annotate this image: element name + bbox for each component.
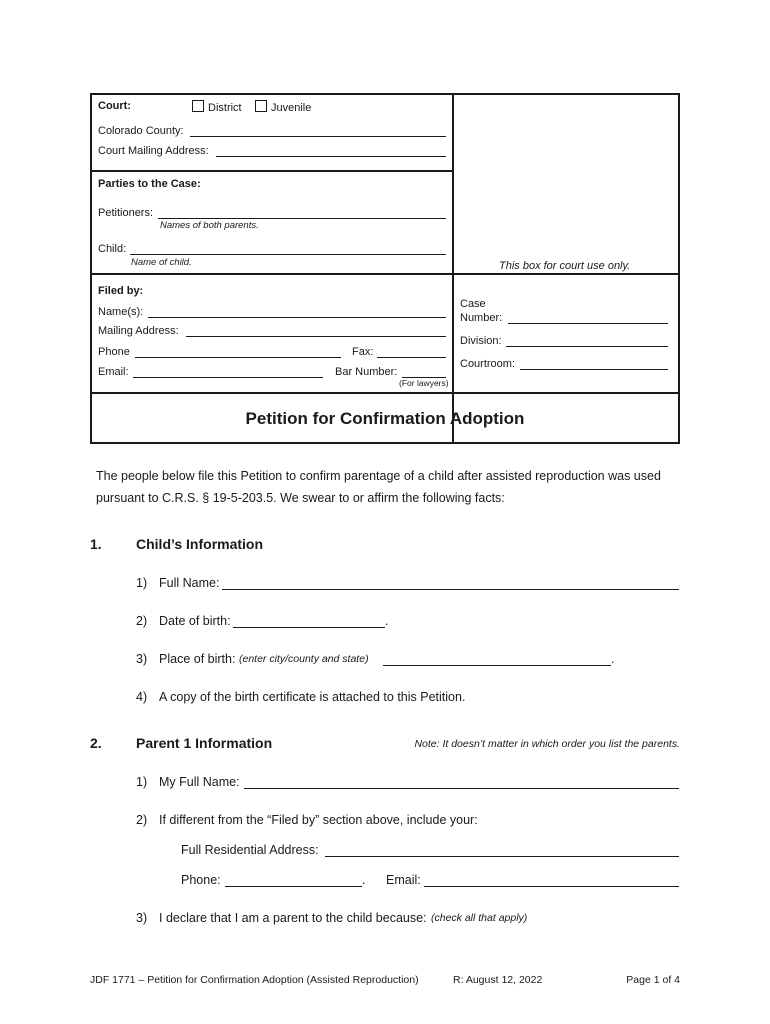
county-label: Colorado County:: [98, 125, 184, 137]
case-number-label: Number:: [460, 312, 503, 324]
courtroom-label: Courtroom:: [460, 358, 516, 370]
intro-line-1: The people below file this Petition to confirm parentage of a child after assisted reproduction was used: [96, 469, 661, 483]
checkbox-juvenile[interactable]: Juvenile: [255, 100, 311, 115]
parent1-phone-field[interactable]: [225, 886, 362, 887]
residential-label: Full Residential Address:: [181, 843, 319, 857]
s2-item1-label: My Full Name:: [159, 775, 240, 789]
petitioners-field[interactable]: [158, 218, 446, 219]
email-label: Email:: [98, 366, 129, 378]
checkbox-district[interactable]: District: [192, 100, 242, 115]
child-label: Child:: [98, 243, 127, 255]
s1-item3-hint: (enter city/county and state): [239, 653, 369, 665]
footer-revision: R: August 12, 2022: [453, 974, 543, 986]
parent1-phone-end: .: [362, 873, 366, 887]
section-1-number: 1.: [90, 536, 102, 552]
s1-item4-label: A copy of the birth certificate is attached to this Petition.: [159, 690, 466, 704]
petitioners-label: Petitioners:: [98, 207, 154, 219]
s2-item1-num: 1): [136, 775, 148, 789]
caption-divider-1: [90, 170, 454, 172]
checkbox-icon[interactable]: [192, 100, 204, 112]
child-note: Name of child.: [131, 257, 192, 268]
case-label: Case: [460, 298, 486, 310]
county-field[interactable]: [190, 136, 446, 137]
s1-item3-end: .: [611, 652, 615, 666]
names-label: Name(s):: [98, 306, 144, 318]
parent1-full-name-field[interactable]: [244, 788, 679, 789]
bar-note: (For lawyers): [399, 378, 449, 388]
filer-mailing-label: Mailing Address:: [98, 325, 179, 337]
court-mailing-field[interactable]: [216, 156, 446, 157]
division-field[interactable]: [506, 346, 668, 347]
s1-item2-num: 2): [136, 614, 148, 628]
s1-item2-label: Date of birth:: [159, 614, 231, 628]
parent1-address-field[interactable]: [325, 856, 679, 857]
intro-line-2: pursuant to C.R.S. § 19-5-203.5. We swear to or affirm the following facts:: [96, 491, 505, 505]
division-label: Division:: [460, 335, 502, 347]
caption-divider-3: [90, 392, 680, 394]
courtroom-field[interactable]: [520, 369, 668, 370]
child-field[interactable]: [130, 254, 446, 255]
section-2-note: Note: It doesn’t matter in which order you list the parents.: [414, 738, 680, 750]
court-label: Court:: [98, 100, 131, 112]
s1-item3-label: Place of birth:: [159, 652, 236, 666]
section-2-title: Parent 1 Information: [136, 735, 273, 751]
parent1-phone-label: Phone:: [181, 873, 221, 887]
footer-form-id: JDF 1771 – Petition for Confirmation Adoption (Assisted Reproduction): [90, 974, 419, 986]
petitioners-note: Names of both parents.: [160, 220, 259, 231]
s2-item3-num: 3): [136, 911, 148, 925]
fax-label: Fax:: [352, 346, 374, 358]
filer-mailing-field[interactable]: [186, 336, 446, 337]
court-use-note: This box for court use only.: [499, 260, 631, 272]
checkbox-icon[interactable]: [255, 100, 267, 112]
fax-field[interactable]: [377, 357, 446, 358]
child-full-name-field[interactable]: [222, 589, 679, 590]
email-field[interactable]: [133, 377, 323, 378]
s1-item1-num: 1): [136, 576, 148, 590]
section-2-number: 2.: [90, 735, 102, 751]
s2-item3-label: I declare that I am a parent to the child because:: [159, 911, 427, 925]
s2-item3-hint: (check all that apply): [431, 912, 528, 924]
phone-field[interactable]: [135, 357, 341, 358]
filed-by-label: Filed by:: [98, 285, 144, 297]
section-1-title: Child’s Information: [136, 536, 264, 552]
parent1-email-field[interactable]: [424, 886, 679, 887]
s1-item4-num: 4): [136, 690, 148, 704]
names-field[interactable]: [148, 317, 446, 318]
caption-divider-2: [90, 273, 680, 275]
s1-item1-label: Full Name:: [159, 576, 220, 590]
case-number-field[interactable]: [508, 323, 668, 324]
parent1-email-label: Email:: [386, 873, 421, 887]
s1-item2-end: .: [385, 614, 389, 628]
bar-number-label: Bar Number:: [335, 366, 398, 378]
s2-item2-label: If different from the “Filed by” section above, include your:: [159, 813, 478, 827]
footer-page: Page 1 of 4: [626, 974, 680, 986]
child-dob-field[interactable]: [233, 627, 385, 628]
s2-item2-num: 2): [136, 813, 148, 827]
form-title: Petition for Confirmation Adoption: [245, 409, 525, 428]
court-mailing-label: Court Mailing Address:: [98, 145, 209, 157]
child-birthplace-field[interactable]: [383, 665, 611, 666]
phone-label: Phone: [98, 346, 130, 358]
parties-label: Parties to the Case:: [98, 178, 201, 190]
s1-item3-num: 3): [136, 652, 148, 666]
